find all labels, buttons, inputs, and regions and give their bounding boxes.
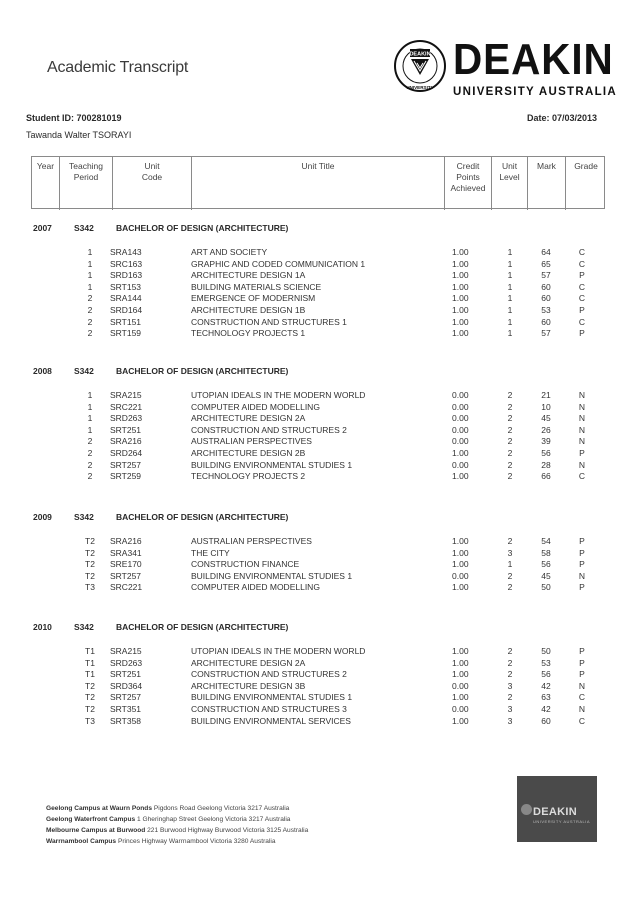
row-mark: 56 xyxy=(541,559,551,570)
row-grade: N xyxy=(578,401,586,412)
issue-date: Date: 07/03/2013 xyxy=(527,113,598,123)
row-credit-points: 1.00 xyxy=(452,270,469,281)
table-header xyxy=(31,156,605,209)
section-course-code: S342 xyxy=(74,223,94,233)
row-unit-code: SRT259 xyxy=(110,471,142,482)
row-unit-title: UTOPIAN IDEALS IN THE MODERN WORLD xyxy=(191,646,366,656)
row-mark: 60 xyxy=(541,715,551,726)
row-credit-points: 1.00 xyxy=(452,305,469,315)
row-teaching-period: T2 xyxy=(85,547,95,558)
row-unit-level: 2 xyxy=(507,436,513,447)
row-grade: P xyxy=(579,305,585,315)
row-grade: N xyxy=(578,413,586,424)
row-mark: 28 xyxy=(541,459,551,470)
row-credit-points: 0.00 xyxy=(452,424,469,435)
row-grade: N xyxy=(578,459,586,470)
row-mark: 57 xyxy=(541,270,551,281)
row-grade: P xyxy=(579,270,585,281)
row-credit-points: 1.00 xyxy=(452,692,469,703)
row-unit-code: SRE170 xyxy=(110,559,142,570)
row-unit-title: CONSTRUCTION FINANCE xyxy=(191,559,300,570)
row-grade: P xyxy=(579,646,585,656)
row-unit-level: 3 xyxy=(507,547,513,558)
row-unit-code: SRT257 xyxy=(110,692,142,703)
row-grade: C xyxy=(578,281,586,292)
row-unit-code: SRA144 xyxy=(110,293,142,304)
section-year: 2007 xyxy=(33,223,52,233)
row-credit-points: 0.00 xyxy=(452,570,469,581)
row-unit-title: BUILDING ENVIRONMENTAL STUDIES 1 xyxy=(191,570,353,581)
row-unit-code: SRC163 xyxy=(110,258,143,269)
row-grade: C xyxy=(578,715,586,726)
row-grade: N xyxy=(578,390,586,400)
footer-campus-line: Geelong Waterfront Campus 1 Gheringhap Street Geelong Victoria 3217 Australia xyxy=(46,816,291,823)
row-teaching-period: 1 xyxy=(87,270,93,281)
row-mark: 66 xyxy=(541,471,551,482)
row-credit-points: 1.00 xyxy=(452,657,469,668)
university-seal-logo xyxy=(393,39,447,93)
row-unit-level: 2 xyxy=(507,424,513,435)
row-mark: 60 xyxy=(541,281,551,292)
row-unit-title: COMPUTER AIDED MODELLING xyxy=(191,401,320,412)
row-grade: C xyxy=(578,316,586,327)
row-unit-code: SRC221 xyxy=(110,401,143,412)
row-unit-level: 2 xyxy=(507,657,513,668)
row-unit-level: 1 xyxy=(507,258,513,269)
section-course-code: S342 xyxy=(74,622,94,632)
row-grade: P xyxy=(579,448,585,458)
row-mark: 57 xyxy=(541,328,551,339)
row-unit-title: ARCHITECTURE DESIGN 1A xyxy=(191,270,306,281)
row-teaching-period: 2 xyxy=(87,459,93,470)
row-unit-title: CONSTRUCTION AND STRUCTURES 3 xyxy=(191,704,347,714)
row-unit-code: SRD264 xyxy=(110,448,143,458)
row-grade: C xyxy=(578,247,586,257)
row-credit-points: 1.00 xyxy=(452,471,469,482)
row-grade: P xyxy=(579,657,585,668)
row-unit-level: 2 xyxy=(507,570,513,581)
row-unit-title: BUILDING ENVIRONMENTAL SERVICES xyxy=(191,715,351,726)
row-grade: C xyxy=(578,471,586,482)
row-credit-points: 0.00 xyxy=(452,704,469,714)
row-teaching-period: 1 xyxy=(87,247,93,257)
row-unit-title: ARCHITECTURE DESIGN 1B xyxy=(191,305,306,315)
row-mark: 58 xyxy=(541,547,551,558)
row-teaching-period: 1 xyxy=(87,390,93,400)
row-unit-code: SRD164 xyxy=(110,305,143,315)
row-unit-level: 2 xyxy=(507,669,513,680)
section-year: 2008 xyxy=(33,366,52,376)
row-unit-level: 3 xyxy=(507,680,513,691)
row-credit-points: 0.00 xyxy=(452,680,469,691)
footer-campus-line: Warrnambool Campus Princes Highway Warrnambool Victoria 3280 Australia xyxy=(46,838,276,845)
row-grade: P xyxy=(579,669,585,680)
student-id: Student ID: 700281019 xyxy=(26,113,122,123)
row-mark: 63 xyxy=(541,692,551,703)
row-teaching-period: 1 xyxy=(87,258,93,269)
row-grade: P xyxy=(579,559,585,570)
row-unit-level: 2 xyxy=(507,459,513,470)
row-unit-code: SRA143 xyxy=(110,247,142,257)
row-unit-level: 2 xyxy=(507,536,513,546)
row-teaching-period: 2 xyxy=(87,448,93,458)
header-unit-level: Unit Level xyxy=(499,161,520,182)
row-credit-points: 0.00 xyxy=(452,436,469,447)
row-credit-points: 1.00 xyxy=(452,536,469,546)
row-unit-code: SRT351 xyxy=(110,704,142,714)
row-unit-level: 2 xyxy=(507,448,513,458)
row-teaching-period: 1 xyxy=(87,424,93,435)
row-grade: P xyxy=(579,536,585,546)
row-teaching-period: 2 xyxy=(87,316,93,327)
section-year: 2010 xyxy=(33,622,52,632)
row-unit-level: 3 xyxy=(507,715,513,726)
row-unit-code: SRT153 xyxy=(110,281,142,292)
row-mark: 45 xyxy=(541,570,551,581)
row-teaching-period: T2 xyxy=(85,570,95,581)
row-credit-points: 1.00 xyxy=(452,559,469,570)
brand-name: DEAKIN xyxy=(453,35,614,84)
row-teaching-period: 2 xyxy=(87,305,93,315)
row-credit-points: 1.00 xyxy=(452,646,469,656)
row-unit-title: UTOPIAN IDEALS IN THE MODERN WORLD xyxy=(191,390,366,400)
row-mark: 60 xyxy=(541,293,551,304)
row-grade: P xyxy=(579,328,585,339)
row-credit-points: 0.00 xyxy=(452,413,469,424)
row-unit-title: EMERGENCE OF MODERNISM xyxy=(191,293,316,304)
row-credit-points: 1.00 xyxy=(452,247,469,257)
row-credit-points: 1.00 xyxy=(452,316,469,327)
row-grade: C xyxy=(578,293,586,304)
row-teaching-period: 2 xyxy=(87,328,93,339)
row-credit-points: 1.00 xyxy=(452,547,469,558)
row-grade: P xyxy=(579,547,585,558)
row-unit-level: 1 xyxy=(507,316,513,327)
section-course-code: S342 xyxy=(74,512,94,522)
row-unit-level: 1 xyxy=(507,293,513,304)
student-name: Tawanda Walter TSORAYI xyxy=(26,130,132,140)
row-unit-level: 1 xyxy=(507,559,513,570)
row-unit-code: SRA341 xyxy=(110,547,142,558)
row-teaching-period: 1 xyxy=(87,413,93,424)
row-unit-title: AUSTRALIAN PERSPECTIVES xyxy=(191,536,312,546)
row-unit-code: SRC221 xyxy=(110,582,143,593)
row-mark: 53 xyxy=(541,657,551,668)
row-mark: 56 xyxy=(541,448,551,458)
row-unit-level: 1 xyxy=(507,270,513,281)
row-unit-title: BUILDING ENVIRONMENTAL STUDIES 1 xyxy=(191,692,353,703)
watermark-stamp: DEAKIN UNIVERSITY AUSTRALIA xyxy=(517,776,597,842)
section-course-name: BACHELOR OF DESIGN (ARCHITECTURE) xyxy=(116,366,289,376)
row-unit-level: 2 xyxy=(507,401,513,412)
row-mark: 56 xyxy=(541,669,551,680)
row-unit-title: CONSTRUCTION AND STRUCTURES 2 xyxy=(191,669,347,680)
row-teaching-period: 2 xyxy=(87,436,93,447)
row-unit-title: ARCHITECTURE DESIGN 2B xyxy=(191,448,306,458)
row-mark: 64 xyxy=(541,247,551,257)
row-unit-title: ARCHITECTURE DESIGN 2A xyxy=(191,657,306,668)
row-credit-points: 1.00 xyxy=(452,715,469,726)
row-unit-level: 2 xyxy=(507,390,513,400)
section-course-name: BACHELOR OF DESIGN (ARCHITECTURE) xyxy=(116,223,289,233)
row-grade: N xyxy=(578,570,586,581)
row-mark: 42 xyxy=(541,704,551,714)
row-grade: N xyxy=(578,680,586,691)
row-credit-points: 0.00 xyxy=(452,390,469,400)
row-unit-title: ART AND SOCIETY xyxy=(191,247,268,257)
row-mark: 50 xyxy=(541,582,551,593)
row-unit-code: SRT257 xyxy=(110,570,142,581)
row-unit-code: SRT358 xyxy=(110,715,142,726)
row-mark: 65 xyxy=(541,258,551,269)
row-credit-points: 1.00 xyxy=(452,293,469,304)
row-mark: 42 xyxy=(541,680,551,691)
row-unit-title: BUILDING ENVIRONMENTAL STUDIES 1 xyxy=(191,459,353,470)
row-unit-level: 1 xyxy=(507,305,513,315)
row-mark: 21 xyxy=(541,390,551,400)
row-teaching-period: T2 xyxy=(85,536,95,546)
row-teaching-period: 2 xyxy=(87,293,93,304)
row-unit-level: 1 xyxy=(507,281,513,292)
header-unit-code: Unit Code xyxy=(141,161,163,182)
row-unit-title: TECHNOLOGY PROJECTS 1 xyxy=(191,328,306,339)
row-mark: 26 xyxy=(541,424,551,435)
row-grade: N xyxy=(578,704,586,714)
row-mark: 50 xyxy=(541,646,551,656)
brand-subtitle: UNIVERSITY AUSTRALIA xyxy=(453,86,618,98)
row-unit-code: SRA216 xyxy=(110,436,142,447)
stamp-seal-icon xyxy=(521,804,532,815)
row-mark: 10 xyxy=(541,401,551,412)
section-course-code: S342 xyxy=(74,366,94,376)
row-unit-title: BUILDING MATERIALS SCIENCE xyxy=(191,281,322,292)
row-credit-points: 1.00 xyxy=(452,669,469,680)
row-credit-points: 1.00 xyxy=(452,281,469,292)
row-grade: C xyxy=(578,692,586,703)
row-unit-title: CONSTRUCTION AND STRUCTURES 1 xyxy=(191,316,347,327)
row-unit-code: SRA216 xyxy=(110,536,142,546)
row-teaching-period: 1 xyxy=(87,281,93,292)
row-mark: 39 xyxy=(541,436,551,447)
row-unit-level: 1 xyxy=(507,328,513,339)
svg-text:DEAKIN: DEAKIN xyxy=(409,51,431,58)
row-unit-code: SRT251 xyxy=(110,424,142,435)
header-year: Year xyxy=(36,161,55,171)
row-mark: 54 xyxy=(541,536,551,546)
row-mark: 53 xyxy=(541,305,551,315)
row-unit-level: 2 xyxy=(507,582,513,593)
row-teaching-period: T1 xyxy=(85,669,95,680)
row-unit-title: AUSTRALIAN PERSPECTIVES xyxy=(191,436,312,447)
row-unit-level: 3 xyxy=(507,704,513,714)
header-teaching-period: Teaching Period xyxy=(68,161,104,182)
row-unit-level: 1 xyxy=(507,247,513,257)
header-grade: Grade xyxy=(574,161,598,171)
row-grade: N xyxy=(578,424,586,435)
row-teaching-period: T2 xyxy=(85,692,95,703)
row-unit-code: SRT159 xyxy=(110,328,142,339)
row-credit-points: 1.00 xyxy=(452,448,469,458)
row-unit-level: 2 xyxy=(507,692,513,703)
row-unit-code: SRT251 xyxy=(110,669,142,680)
header-credit-points: Credit Points Achieved xyxy=(450,161,486,193)
row-unit-code: SRD364 xyxy=(110,680,143,691)
row-grade: C xyxy=(578,258,586,269)
row-credit-points: 1.00 xyxy=(452,328,469,339)
row-unit-level: 2 xyxy=(507,646,513,656)
row-teaching-period: 2 xyxy=(87,471,93,482)
row-credit-points: 1.00 xyxy=(452,258,469,269)
row-credit-points: 0.00 xyxy=(452,401,469,412)
row-unit-code: SRT257 xyxy=(110,459,142,470)
row-teaching-period: T3 xyxy=(85,715,95,726)
footer-campus-line: Geelong Campus at Waurn Ponds Pigdons Road Geelong Victoria 3217 Australia xyxy=(46,805,290,812)
row-unit-code: SRD263 xyxy=(110,657,143,668)
row-unit-code: SRD163 xyxy=(110,270,143,281)
row-teaching-period: T1 xyxy=(85,657,95,668)
row-unit-title: ARCHITECTURE DESIGN 2A xyxy=(191,413,306,424)
row-unit-title: ARCHITECTURE DESIGN 3B xyxy=(191,680,306,691)
row-unit-title: GRAPHIC AND CODED COMMUNICATION 1 xyxy=(191,258,366,269)
section-course-name: BACHELOR OF DESIGN (ARCHITECTURE) xyxy=(116,622,289,632)
svg-text:UNIVERSITY: UNIVERSITY xyxy=(406,85,434,90)
row-credit-points: 1.00 xyxy=(452,582,469,593)
row-teaching-period: 1 xyxy=(87,401,93,412)
row-unit-title: THE CITY xyxy=(191,547,230,558)
document-title: Academic Transcript xyxy=(47,59,189,76)
row-teaching-period: T2 xyxy=(85,704,95,714)
row-grade: N xyxy=(578,436,586,447)
row-unit-title: COMPUTER AIDED MODELLING xyxy=(191,582,320,593)
row-unit-code: SRD263 xyxy=(110,413,143,424)
footer-campus-line: Melbourne Campus at Burwood 221 Burwood Highway Burwood Victoria 3125 Australia xyxy=(46,827,309,834)
row-unit-level: 2 xyxy=(507,413,513,424)
row-teaching-period: T3 xyxy=(85,582,95,593)
row-unit-code: SRA215 xyxy=(110,646,142,656)
header-unit-title: Unit Title xyxy=(301,161,335,171)
row-unit-level: 2 xyxy=(507,471,513,482)
row-credit-points: 0.00 xyxy=(452,459,469,470)
row-grade: P xyxy=(579,582,585,593)
row-unit-title: TECHNOLOGY PROJECTS 2 xyxy=(191,471,306,482)
section-year: 2009 xyxy=(33,512,52,522)
row-teaching-period: T2 xyxy=(85,559,95,570)
row-mark: 60 xyxy=(541,316,551,327)
section-course-name: BACHELOR OF DESIGN (ARCHITECTURE) xyxy=(116,512,289,522)
row-teaching-period: T1 xyxy=(85,646,95,656)
row-mark: 45 xyxy=(541,413,551,424)
header-mark: Mark xyxy=(537,161,556,171)
row-unit-title: CONSTRUCTION AND STRUCTURES 2 xyxy=(191,424,347,435)
row-teaching-period: T2 xyxy=(85,680,95,691)
row-unit-code: SRT151 xyxy=(110,316,142,327)
row-unit-code: SRA215 xyxy=(110,390,142,400)
